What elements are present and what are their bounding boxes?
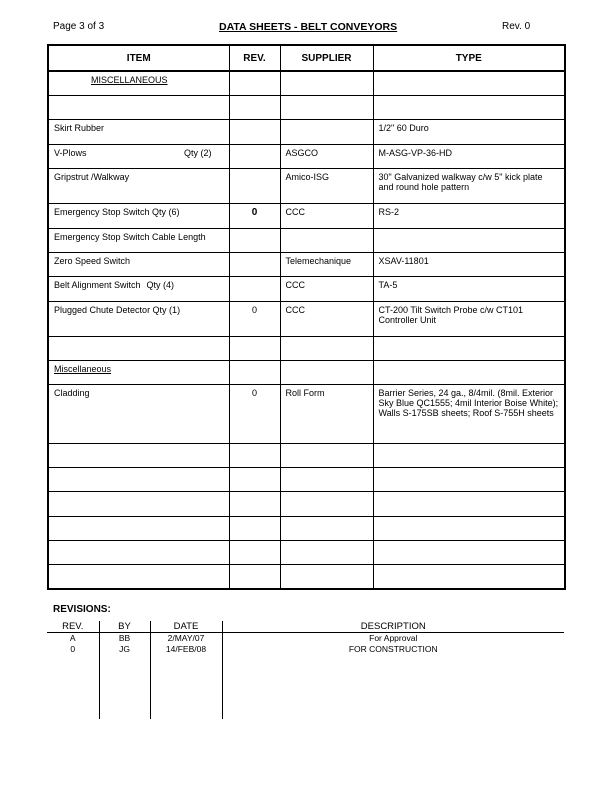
type-cell: M-ASG-VP-36-HD <box>373 144 565 168</box>
item-cell: Plugged Chute Detector Qty (1) <box>48 301 229 336</box>
table-row <box>48 276 565 301</box>
revision-row <box>47 644 564 655</box>
table-row <box>48 384 565 443</box>
rev-cell <box>229 144 280 168</box>
item-cell: Emergency Stop Switch Qty (6) <box>48 203 229 228</box>
type-cell: 1/2" 60 Duro <box>373 119 565 144</box>
document-title: DATA SHEETS - BELT CONVEYORS <box>219 21 398 33</box>
revisions-title: REVISIONS: <box>53 604 111 615</box>
supplier-cell: CCC <box>280 276 373 301</box>
type-cell <box>373 228 565 252</box>
table-header-row <box>48 45 565 71</box>
revision-date: 14/FEB/08 <box>150 644 222 655</box>
supplier-cell: Telemechanique <box>280 252 373 276</box>
table-row <box>48 144 565 168</box>
revision-by: BB <box>99 633 150 645</box>
table-row <box>48 336 565 360</box>
item-cell: V-Plows Qty (2) <box>48 144 229 168</box>
type-cell: Barrier Series, 24 ga., 8/4mil. (8mil. Exterior Sky Blue QC1555; 4mil Interior Boise White); Walls S-175SB sheets; Roof S-755H sheets <box>373 384 565 443</box>
document-revision: Rev. 0 <box>502 21 531 32</box>
revisions-header-date: DATE <box>150 621 222 633</box>
revisions-header-by: BY <box>99 621 150 633</box>
supplier-cell: CCC <box>280 203 373 228</box>
type-cell: 30" Galvanized walkway c/w 5" kick plate and round hole pattern <box>373 168 565 203</box>
rev-cell: 0 <box>229 384 280 443</box>
page-number: Page 3 of 3 <box>53 21 105 32</box>
table-row <box>48 301 565 336</box>
supplier-cell: Roll Form <box>280 384 373 443</box>
section-heading: Miscellaneous <box>48 360 229 384</box>
table-row <box>48 203 565 228</box>
rev-cell <box>229 252 280 276</box>
table-row <box>48 516 565 540</box>
table-row <box>48 168 565 203</box>
rev-cell <box>229 168 280 203</box>
item-cell: Zero Speed Switch <box>48 252 229 276</box>
revisions-header-description: DESCRIPTION <box>222 621 564 633</box>
table-row <box>48 252 565 276</box>
supplier-cell <box>280 119 373 144</box>
data-sheet-table <box>47 44 566 590</box>
item-cell: Skirt Rubber <box>48 119 229 144</box>
revisions-header-row <box>47 621 564 633</box>
table-row <box>48 443 565 467</box>
rev-cell: 0 <box>229 301 280 336</box>
revision-rev: A <box>47 633 99 645</box>
revisions-table <box>47 621 564 719</box>
item-cell: Belt Alignment Switch Qty (4) <box>48 276 229 301</box>
supplier-cell: ASGCO <box>280 144 373 168</box>
supplier-cell: Amico-ISG <box>280 168 373 203</box>
table-row <box>48 540 565 564</box>
column-header-item: ITEM <box>48 45 229 71</box>
supplier-cell <box>280 228 373 252</box>
table-row <box>48 467 565 491</box>
revision-row <box>47 655 564 719</box>
item-cell: Gripstrut /Walkway <box>48 168 229 203</box>
table-row <box>48 95 565 119</box>
table-row <box>48 71 565 95</box>
table-row <box>48 564 565 589</box>
table-row <box>48 491 565 516</box>
item-cell: Cladding <box>48 384 229 443</box>
rev-cell: 0 <box>229 203 280 228</box>
table-row <box>48 119 565 144</box>
revision-description: For Approval <box>369 633 418 643</box>
revision-date: 2/MAY/07 <box>150 633 222 645</box>
rev-cell <box>229 228 280 252</box>
type-cell: RS-2 <box>373 203 565 228</box>
section-heading: MISCELLANEOUS <box>48 71 229 95</box>
revision-by: JG <box>99 644 150 655</box>
item-cell: Emergency Stop Switch Cable Length <box>48 228 229 252</box>
supplier-cell: CCC <box>280 301 373 336</box>
table-row <box>48 360 565 384</box>
column-header-type: TYPE <box>373 45 565 71</box>
rev-cell <box>229 276 280 301</box>
revisions-header-rev: REV. <box>47 621 99 633</box>
rev-cell <box>229 119 280 144</box>
column-header-supplier: SUPPLIER <box>280 45 373 71</box>
revision-rev: 0 <box>47 644 99 655</box>
type-cell: CT-200 Tilt Switch Probe c/w CT101 Controller Unit <box>373 301 565 336</box>
table-row <box>48 228 565 252</box>
column-header-rev: REV. <box>229 45 280 71</box>
revision-row <box>47 633 564 645</box>
revision-description: FOR CONSTRUCTION <box>348 644 438 654</box>
type-cell: XSAV-11801 <box>373 252 565 276</box>
type-cell: TA-5 <box>373 276 565 301</box>
